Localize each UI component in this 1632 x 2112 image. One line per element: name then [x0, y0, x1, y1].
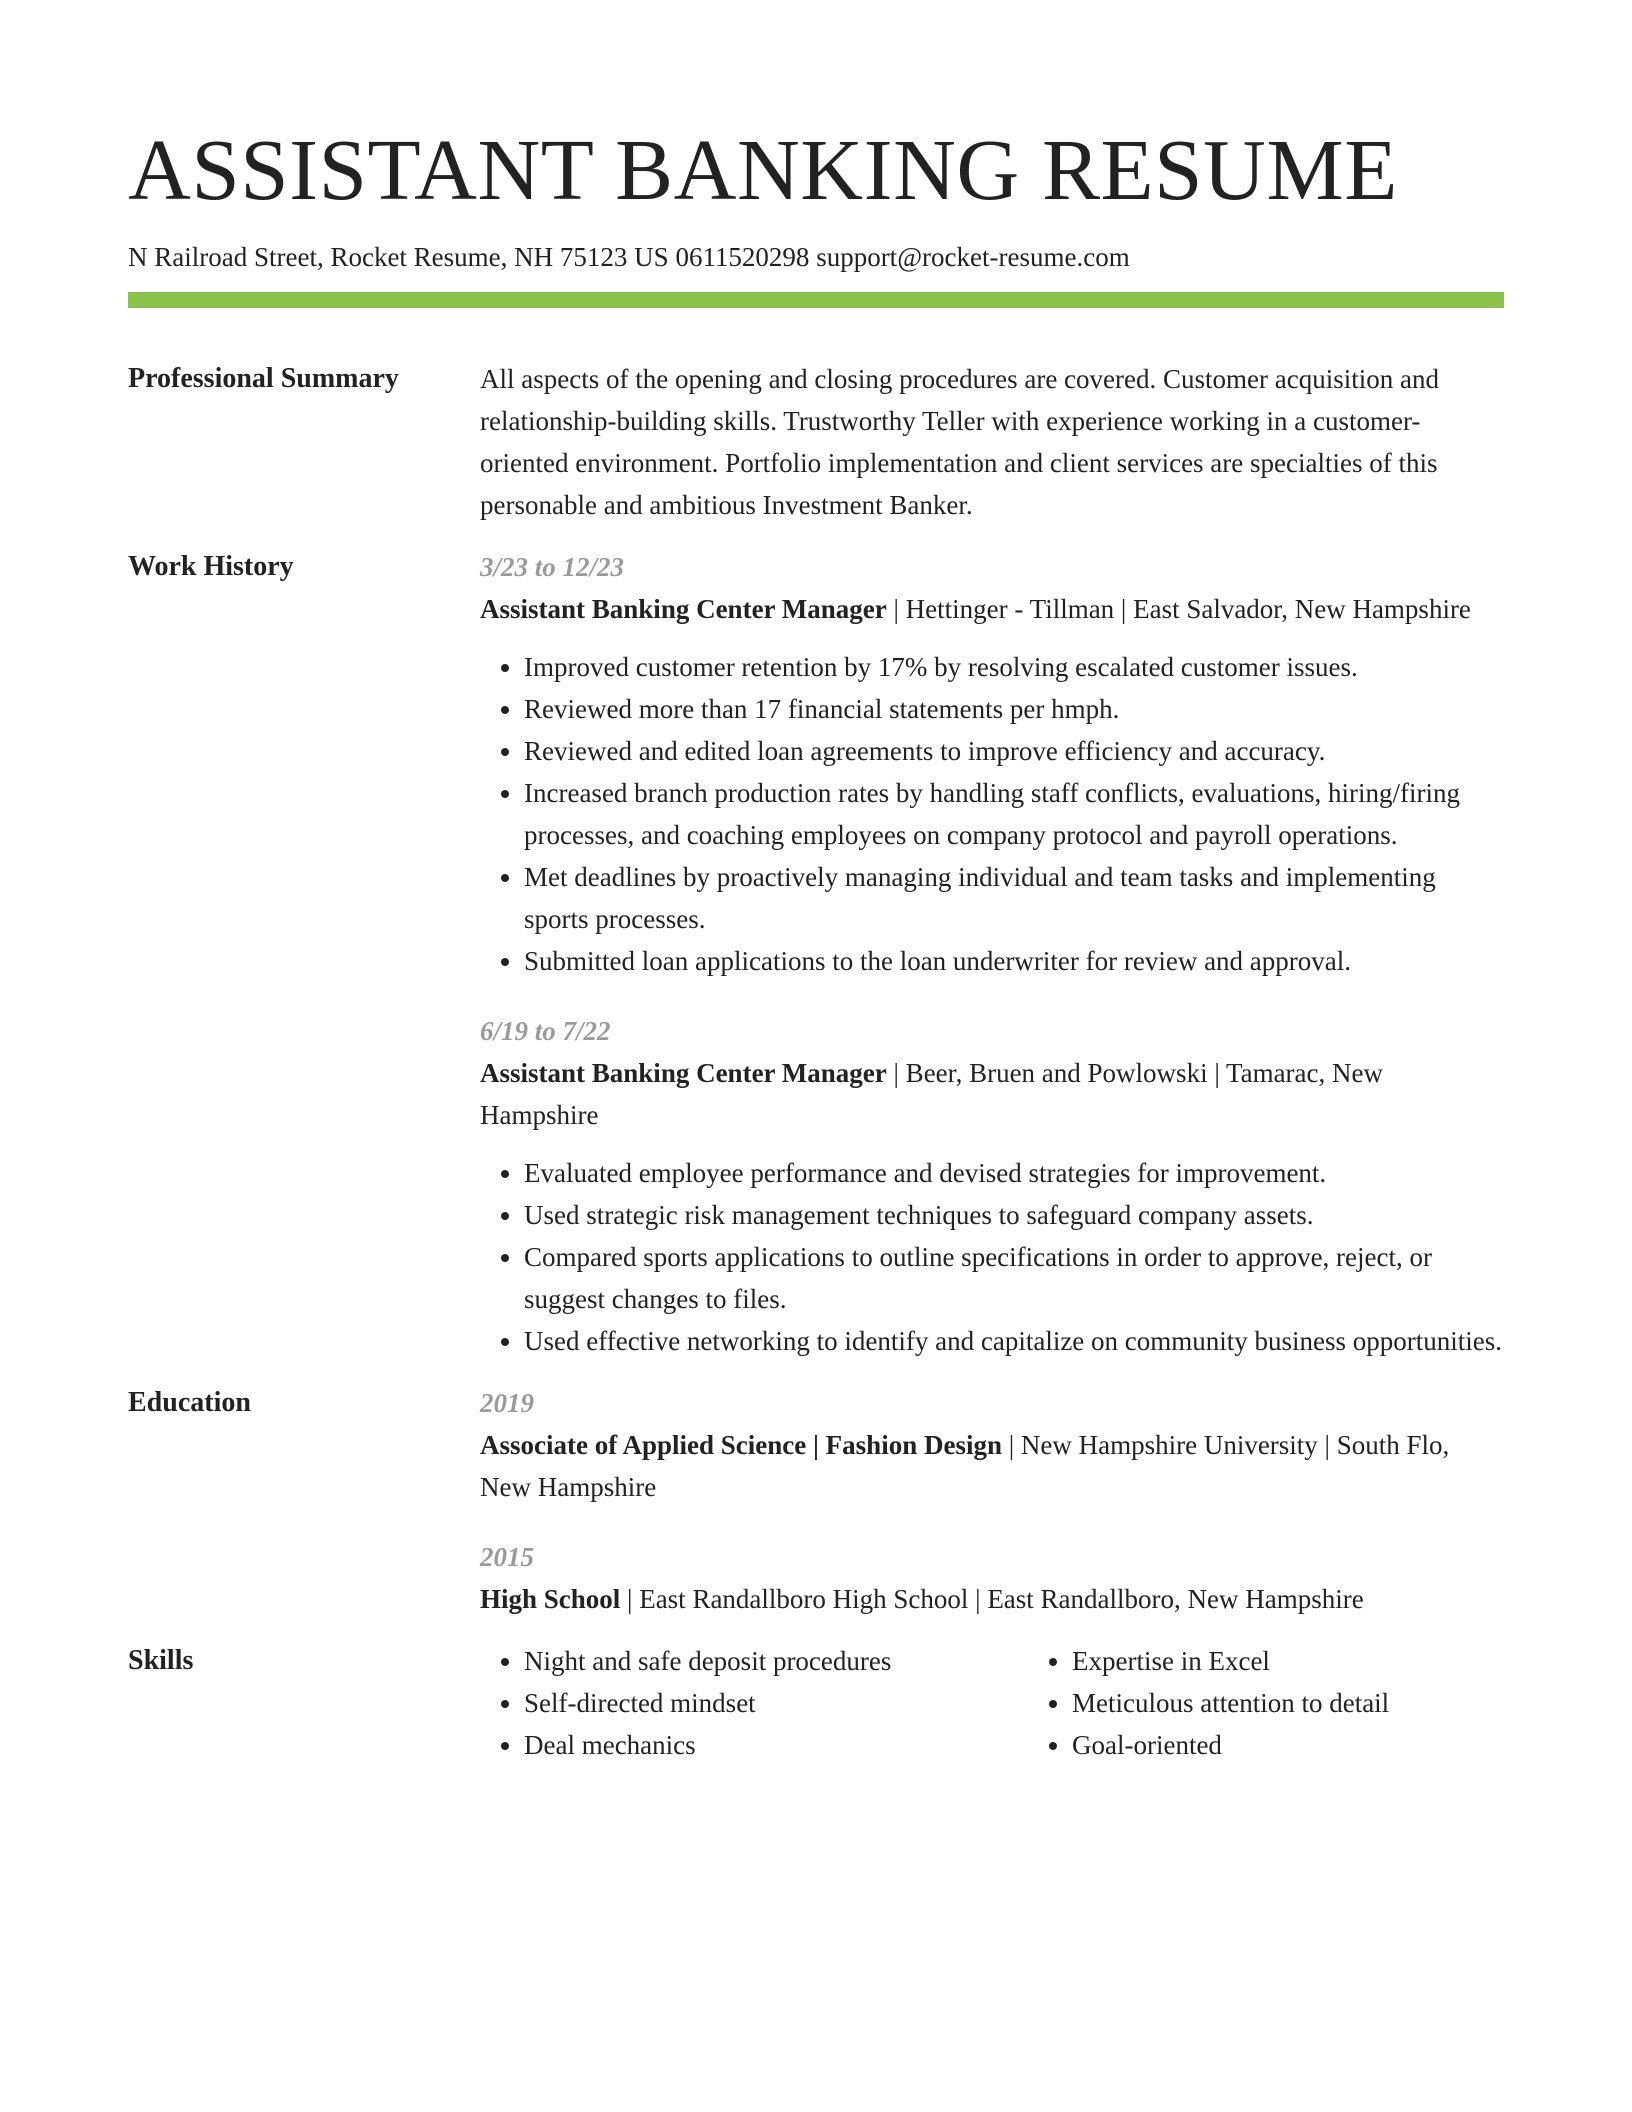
contact-line	[128, 240, 1504, 274]
education-entry-degree: Associate of Applied Science | Fashion Design	[480, 1430, 1002, 1460]
work-entry	[480, 1010, 1504, 1362]
work-entry-title: Assistant Banking Center Manager	[480, 1058, 887, 1088]
work-entry	[480, 546, 1504, 982]
work-entry-heading	[480, 1052, 1504, 1136]
skills-body	[480, 1640, 1572, 1766]
work-bullet: • Increased branch production rates by handling staff conflicts, evaluations, hiring/firing processes, and coaching employees on company protocol and payroll operations.	[524, 772, 1504, 856]
skills-list-right	[1028, 1640, 1572, 1766]
work-bullet: • Reviewed more than 17 financial statements per hmph.	[524, 688, 1504, 730]
summary-heading: Professional Summary	[128, 363, 399, 394]
work-history-body	[480, 546, 1504, 1362]
education-section	[128, 1382, 1504, 1620]
contact-phone: 0611520298	[675, 242, 810, 272]
education-entry-degree: High School	[480, 1584, 621, 1614]
work-entry-dates: 3/23 to 12/23	[480, 552, 625, 582]
education-entry-year: 2015	[480, 1542, 534, 1572]
skills-heading: Skills	[128, 1645, 194, 1676]
education-entry	[480, 1382, 1504, 1508]
work-history-heading: Work History	[128, 551, 294, 582]
resume-title: ASSISTANT BANKING RESUME	[128, 121, 1398, 218]
work-entry-bullets	[480, 646, 1504, 982]
education-body	[480, 1382, 1504, 1620]
work-entry-title: Assistant Banking Center Manager	[480, 594, 887, 624]
work-entry-dates: 6/19 to 7/22	[480, 1016, 611, 1046]
header-accent-bar	[128, 292, 1504, 308]
education-entry-heading	[480, 1578, 1504, 1620]
work-bullet: • Reviewed and edited loan agreements to improve efficiency and accuracy.	[524, 730, 1504, 772]
skills-section	[128, 1640, 1504, 1766]
work-bullet: • Evaluated employee performance and devised strategies for improvement.	[524, 1152, 1504, 1194]
skill-item: • Self-directed mindset	[524, 1682, 1028, 1724]
work-bullet: • Met deadlines by proactively managing individual and team tasks and implementing sports processes.	[524, 856, 1504, 940]
education-entry-year: 2019	[480, 1388, 534, 1418]
summary-section	[128, 358, 1504, 526]
skill-item: • Deal mechanics	[524, 1724, 1028, 1766]
work-history-section	[128, 546, 1504, 1362]
work-bullet: • Compared sports applications to outline specifications in order to approve, reject, or suggest changes to files.	[524, 1236, 1504, 1320]
skill-item: • Goal-oriented	[1072, 1724, 1572, 1766]
skill-item: • Meticulous attention to detail	[1072, 1682, 1572, 1724]
skills-columns	[480, 1640, 1572, 1766]
work-entry-heading	[480, 588, 1504, 630]
work-bullet: • Used effective networking to identify and capitalize on community business opportunities.	[524, 1320, 1504, 1362]
work-bullet: • Submitted loan applications to the loan underwriter for review and approval.	[524, 940, 1504, 982]
education-entry-heading	[480, 1424, 1504, 1508]
work-entry-details: | Hettinger - Tillman | East Salvador, New Hampshire	[886, 594, 1471, 624]
education-entry-details: | New Hampshire University | South Flo, New Hampshire	[480, 1430, 1450, 1502]
summary-text: All aspects of the opening and closing procedures are covered. Customer acquisition and relationship-building skills. Trustworthy Teller with experience working in a customer-oriented environment. Portfolio implementation and client services are specialties of this personable and ambitious Investment Banker.	[480, 364, 1439, 520]
education-entry-details: | East Randallboro High School | East Randallboro, New Hampshire	[620, 1584, 1364, 1614]
contact-email[interactable]: support@rocket-resume.com	[816, 242, 1130, 272]
education-entry	[480, 1536, 1504, 1620]
skills-list-left	[480, 1640, 1028, 1766]
work-entry-bullets	[480, 1152, 1504, 1362]
contact-address: N Railroad Street, Rocket Resume, NH 75123 US	[128, 242, 669, 272]
work-bullet: • Improved customer retention by 17% by resolving escalated customer issues.	[524, 646, 1504, 688]
education-heading: Education	[128, 1387, 251, 1418]
skill-item: • Night and safe deposit procedures	[524, 1640, 1028, 1682]
resume-page	[128, 0, 1504, 1766]
work-bullet: • Used strategic risk management techniques to safeguard company assets.	[524, 1194, 1504, 1236]
work-entry-details: | Beer, Bruen and Powlowski | Tamarac, New Hampshire	[480, 1058, 1383, 1130]
skill-item: • Expertise in Excel	[1072, 1640, 1572, 1682]
